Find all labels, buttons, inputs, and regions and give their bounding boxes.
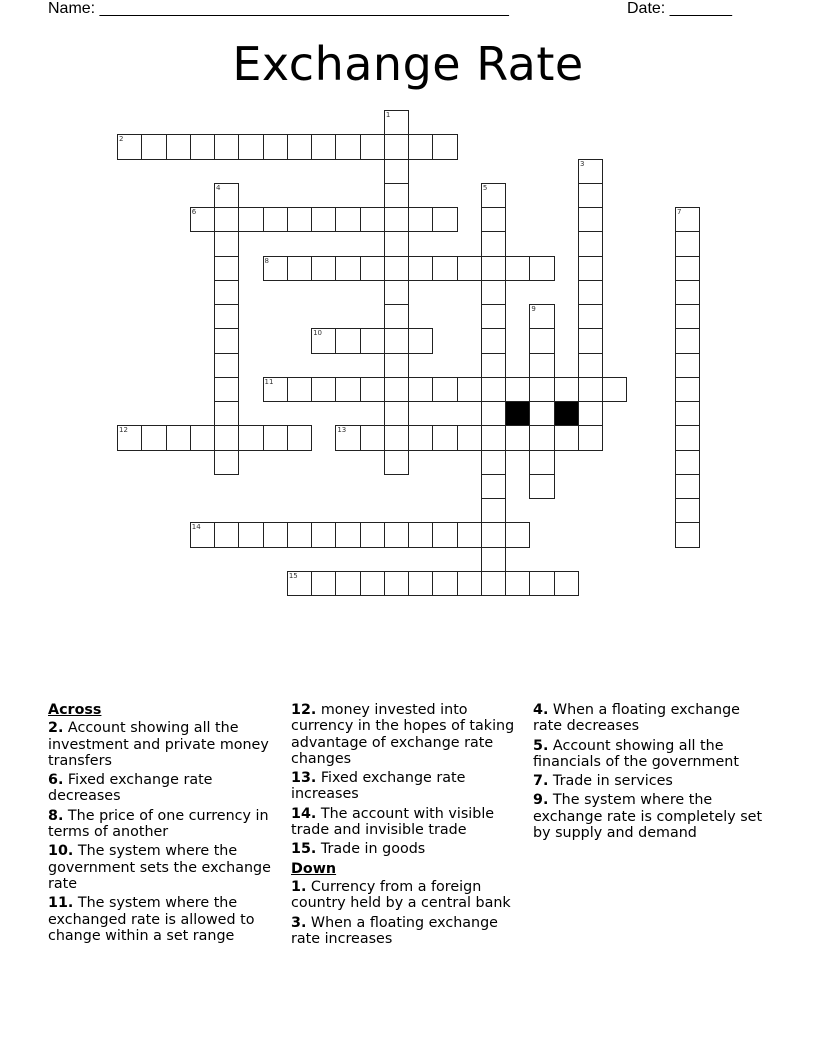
grid-cell[interactable] <box>481 401 506 426</box>
clue-text: Currency from a foreign country held by a central bank <box>291 878 511 912</box>
grid-cell[interactable] <box>360 522 385 547</box>
clue-text: The price of one currency in terms of another <box>48 807 269 841</box>
clue-number: 8. <box>48 807 64 824</box>
name-field-label: Name: ______________________________________________ <box>48 0 509 17</box>
clues-column-3 <box>533 702 773 844</box>
grid-cell[interactable] <box>263 377 288 402</box>
grid-cell[interactable] <box>384 353 409 378</box>
clue-number-label: 14 <box>191 523 201 532</box>
grid-cell[interactable] <box>214 401 239 426</box>
grid-cell[interactable] <box>384 571 409 596</box>
clue-number: 15. <box>291 841 317 858</box>
clue-number: 5. <box>533 737 549 754</box>
grid-cell[interactable] <box>578 353 603 378</box>
grid-cell[interactable] <box>481 571 506 596</box>
clue-text: The account with visible trade and invisible trade <box>291 805 495 839</box>
clue-number-label: 15 <box>288 571 298 580</box>
grid-cell[interactable] <box>335 134 360 159</box>
grid-cell[interactable] <box>481 353 506 378</box>
clue-number: 10. <box>48 843 74 860</box>
grid-cell[interactable] <box>214 256 239 281</box>
grid-cell[interactable] <box>311 256 336 281</box>
clue-text: When a floating exchange rate decreases <box>533 702 740 735</box>
clue-number-label: 7 <box>676 208 682 217</box>
grid-cell[interactable] <box>432 425 457 450</box>
grid-cell[interactable] <box>214 134 239 159</box>
grid-cell[interactable] <box>214 377 239 402</box>
grid-cell[interactable] <box>263 425 288 450</box>
grid-cell[interactable] <box>360 134 385 159</box>
grid-cell[interactable] <box>675 353 700 378</box>
clue-across-6 <box>48 772 283 805</box>
grid-cell[interactable] <box>578 159 603 184</box>
clue-text: money invested into currency in the hopes of taking advantage of exchange rate changes <box>291 702 515 767</box>
grid-cell[interactable] <box>335 207 360 232</box>
clue-number-label: 5 <box>482 183 488 192</box>
grid-cell[interactable] <box>481 207 506 232</box>
grid-cell[interactable] <box>311 207 336 232</box>
clue-across-15 <box>291 841 529 857</box>
grid-cell[interactable] <box>554 425 579 450</box>
grid-cell[interactable] <box>529 401 554 426</box>
grid-cell[interactable] <box>408 522 433 547</box>
grid-cell[interactable] <box>166 425 191 450</box>
grid-cell[interactable] <box>214 207 239 232</box>
clue-across-12 <box>291 702 529 767</box>
clue-text: The system where the exchanged rate is allowed to change within a set range <box>48 895 255 944</box>
grid-cell[interactable] <box>578 207 603 232</box>
grid-cell[interactable] <box>675 207 700 232</box>
grid-cell[interactable] <box>578 425 603 450</box>
clue-down-4 <box>533 702 773 735</box>
grid-cell[interactable] <box>335 256 360 281</box>
grid-cell[interactable] <box>360 377 385 402</box>
clue-text: The system where the exchange rate is completely set by supply and demand <box>533 792 763 842</box>
crossword-grid <box>117 110 700 596</box>
grid-cell[interactable] <box>529 304 554 329</box>
grid-cell[interactable] <box>238 425 263 450</box>
grid-cell[interactable] <box>675 231 700 256</box>
grid-cell[interactable] <box>238 134 263 159</box>
grid-cell[interactable] <box>578 183 603 208</box>
grid-cell[interactable] <box>602 377 627 402</box>
grid-cell[interactable] <box>360 256 385 281</box>
grid-cell[interactable] <box>384 328 409 353</box>
grid-cell[interactable] <box>384 207 409 232</box>
grid-cell[interactable] <box>214 231 239 256</box>
grid-cell[interactable] <box>505 425 530 450</box>
grid-cell[interactable] <box>335 328 360 353</box>
clue-down-5 <box>533 738 773 771</box>
grid-cell[interactable] <box>360 571 385 596</box>
grid-cell[interactable] <box>384 159 409 184</box>
grid-cell[interactable] <box>263 134 288 159</box>
grid-cell[interactable] <box>675 450 700 475</box>
grid-cell[interactable] <box>578 256 603 281</box>
grid-cell[interactable] <box>384 110 409 135</box>
grid-cell[interactable] <box>481 498 506 523</box>
clue-down-3 <box>291 915 529 948</box>
grid-cell[interactable] <box>529 328 554 353</box>
clue-across-8 <box>48 808 283 841</box>
grid-cell[interactable] <box>529 571 554 596</box>
grid-cell[interactable] <box>408 571 433 596</box>
grid-cell[interactable] <box>432 134 457 159</box>
clue-number-label: 1 <box>385 111 391 119</box>
grid-cell[interactable] <box>578 231 603 256</box>
page-title: Exchange Rate <box>232 37 584 91</box>
grid-cell[interactable] <box>408 425 433 450</box>
clue-text: Trade in services <box>548 773 673 790</box>
grid-cell[interactable] <box>432 377 457 402</box>
grid-cell[interactable] <box>214 522 239 547</box>
down-heading: Down <box>291 860 337 877</box>
grid-cell[interactable] <box>432 207 457 232</box>
grid-cell[interactable] <box>384 183 409 208</box>
date-field-label: Date: _______ <box>627 0 732 17</box>
grid-cell[interactable] <box>238 522 263 547</box>
grid-cell[interactable] <box>311 522 336 547</box>
grid-cell[interactable] <box>675 522 700 547</box>
clue-number: 9. <box>533 792 549 809</box>
grid-cell[interactable] <box>675 401 700 426</box>
grid-cell[interactable] <box>578 280 603 305</box>
grid-cell[interactable] <box>384 231 409 256</box>
grid-cell[interactable] <box>578 401 603 426</box>
grid-cell[interactable] <box>335 522 360 547</box>
clue-number-label: 13 <box>337 426 347 435</box>
grid-cell[interactable] <box>675 304 700 329</box>
grid-cell[interactable] <box>214 280 239 305</box>
grid-cell[interactable] <box>311 377 336 402</box>
grid-cell[interactable] <box>384 256 409 281</box>
clue-across-2 <box>48 720 283 769</box>
grid-cell[interactable] <box>675 256 700 281</box>
grid-cell[interactable] <box>384 377 409 402</box>
grid-cell[interactable] <box>408 207 433 232</box>
grid-cell[interactable] <box>263 207 288 232</box>
grid-cell[interactable] <box>457 377 482 402</box>
grid-cell[interactable] <box>141 134 166 159</box>
grid-cell[interactable] <box>408 377 433 402</box>
grid-cell[interactable] <box>360 425 385 450</box>
grid-cell[interactable] <box>675 377 700 402</box>
clue-text: Account showing all the financials of the government <box>533 737 739 770</box>
clue-number: 11. <box>48 895 74 912</box>
clue-number-label: 3 <box>579 159 585 168</box>
grid-cell[interactable] <box>457 571 482 596</box>
grid-cell[interactable] <box>263 256 288 281</box>
black-cell <box>505 401 530 426</box>
grid-cell[interactable] <box>214 183 239 208</box>
grid-cell[interactable] <box>384 401 409 426</box>
grid-cell[interactable] <box>457 256 482 281</box>
grid-cell[interactable] <box>505 377 530 402</box>
clue-number-label: 10 <box>313 329 322 338</box>
grid-cell[interactable] <box>287 377 312 402</box>
clue-across-10 <box>48 843 283 892</box>
clue-number: 1. <box>291 878 307 895</box>
clue-number: 4. <box>533 702 549 718</box>
grid-cell[interactable] <box>505 571 530 596</box>
grid-cell[interactable] <box>481 304 506 329</box>
clue-number: 14. <box>291 805 317 822</box>
grid-cell[interactable] <box>578 304 603 329</box>
grid-cell[interactable] <box>675 498 700 523</box>
grid-cell[interactable] <box>311 571 336 596</box>
grid-cell[interactable] <box>554 571 579 596</box>
grid-cell[interactable] <box>481 522 506 547</box>
grid-cell[interactable] <box>529 256 554 281</box>
grid-cell[interactable] <box>481 547 506 572</box>
grid-cell[interactable] <box>481 183 506 208</box>
grid-cell[interactable] <box>384 522 409 547</box>
clue-number: 12. <box>291 702 317 718</box>
grid-cell[interactable] <box>432 522 457 547</box>
grid-cell[interactable] <box>384 450 409 475</box>
grid-cell[interactable] <box>360 328 385 353</box>
grid-cell[interactable] <box>384 280 409 305</box>
grid-cell[interactable] <box>481 425 506 450</box>
grid-cell[interactable] <box>360 207 385 232</box>
grid-cell[interactable] <box>117 134 142 159</box>
clue-number-label: 6 <box>191 208 197 217</box>
black-cell <box>554 401 579 426</box>
across-heading: Across <box>48 702 102 718</box>
grid-cell[interactable] <box>335 571 360 596</box>
grid-cell[interactable] <box>481 280 506 305</box>
grid-cell[interactable] <box>238 207 263 232</box>
clue-number-label: 8 <box>264 256 270 265</box>
grid-cell[interactable] <box>214 328 239 353</box>
grid-cell[interactable] <box>190 207 215 232</box>
grid-cell[interactable] <box>675 425 700 450</box>
grid-cell[interactable] <box>481 256 506 281</box>
grid-cell[interactable] <box>214 353 239 378</box>
grid-cell[interactable] <box>335 377 360 402</box>
clue-number-label: 4 <box>216 183 221 192</box>
grid-cell[interactable] <box>214 450 239 475</box>
grid-cell[interactable] <box>214 425 239 450</box>
grid-cell[interactable] <box>335 425 360 450</box>
grid-cell[interactable] <box>529 474 554 499</box>
grid-cell[interactable] <box>408 256 433 281</box>
grid-cell[interactable] <box>141 425 166 450</box>
grid-cell[interactable] <box>578 377 603 402</box>
grid-cell[interactable] <box>481 450 506 475</box>
clue-across-11 <box>48 895 283 944</box>
clue-number-label: 11 <box>264 377 274 386</box>
grid-cell[interactable] <box>457 522 482 547</box>
grid-cell[interactable] <box>287 522 312 547</box>
grid-cell[interactable] <box>287 207 312 232</box>
grid-cell[interactable] <box>190 425 215 450</box>
grid-cell[interactable] <box>287 134 312 159</box>
clue-number: 3. <box>291 914 307 931</box>
grid-cell[interactable] <box>529 425 554 450</box>
clue-down-9 <box>533 792 773 841</box>
clue-number: 7. <box>533 773 549 790</box>
clue-number: 2. <box>48 720 64 737</box>
grid-cell[interactable] <box>432 571 457 596</box>
grid-cell[interactable] <box>263 522 288 547</box>
grid-cell[interactable] <box>408 328 433 353</box>
grid-cell[interactable] <box>287 571 312 596</box>
grid-cell[interactable] <box>529 353 554 378</box>
grid-cell[interactable] <box>384 134 409 159</box>
clues-column-1 <box>48 702 283 947</box>
grid-cell[interactable] <box>481 328 506 353</box>
clue-text: Trade in goods <box>316 841 426 858</box>
grid-cell[interactable] <box>505 522 530 547</box>
clue-number: 6. <box>48 772 64 789</box>
clue-text: Fixed exchange rate increases <box>291 770 466 803</box>
grid-cell[interactable] <box>190 134 215 159</box>
grid-cell[interactable] <box>675 328 700 353</box>
clue-number-label: 2 <box>119 135 124 144</box>
grid-cell[interactable] <box>214 304 239 329</box>
grid-cell[interactable] <box>505 256 530 281</box>
clue-across-13 <box>291 770 529 803</box>
grid-cell[interactable] <box>384 304 409 329</box>
grid-cell[interactable] <box>481 474 506 499</box>
clue-number-label: 9 <box>531 305 536 314</box>
grid-cell[interactable] <box>457 425 482 450</box>
grid-cell[interactable] <box>529 377 554 402</box>
grid-cell[interactable] <box>166 134 191 159</box>
grid-cell[interactable] <box>190 522 215 547</box>
grid-cell[interactable] <box>675 474 700 499</box>
grid-cell[interactable] <box>311 134 336 159</box>
clue-text: When a floating exchange rate increases <box>291 914 498 947</box>
clue-down-7 <box>533 773 773 789</box>
clues-column-2 <box>291 702 529 950</box>
clue-text: Fixed exchange rate decreases <box>48 772 213 805</box>
grid-cell[interactable] <box>554 377 579 402</box>
clue-text: Account showing all the investment and private money transfers <box>48 720 269 769</box>
grid-cell[interactable] <box>384 425 409 450</box>
clue-down-1 <box>291 879 529 912</box>
grid-cell[interactable] <box>675 280 700 305</box>
grid-cell[interactable] <box>117 425 142 450</box>
clue-across-14 <box>291 806 529 839</box>
grid-cell[interactable] <box>481 377 506 402</box>
grid-cell[interactable] <box>408 134 433 159</box>
grid-cell[interactable] <box>287 425 312 450</box>
grid-cell[interactable] <box>432 256 457 281</box>
grid-cell[interactable] <box>287 256 312 281</box>
clue-text: The system where the government sets the exchange rate <box>48 843 271 892</box>
grid-cell[interactable] <box>529 450 554 475</box>
clue-number-label: 12 <box>119 426 128 435</box>
clue-number: 13. <box>291 770 317 787</box>
grid-cell[interactable] <box>481 231 506 256</box>
grid-cell[interactable] <box>578 328 603 353</box>
grid-cell[interactable] <box>311 328 336 353</box>
